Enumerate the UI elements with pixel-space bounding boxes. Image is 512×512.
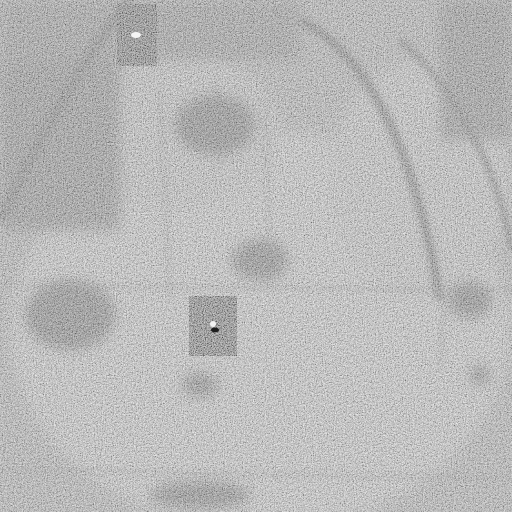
top-chip [117, 4, 157, 66]
center-chip [189, 296, 237, 356]
center-chip-target [210, 321, 216, 327]
center-chip-shadow [211, 328, 219, 333]
top-chip-target [131, 32, 141, 38]
